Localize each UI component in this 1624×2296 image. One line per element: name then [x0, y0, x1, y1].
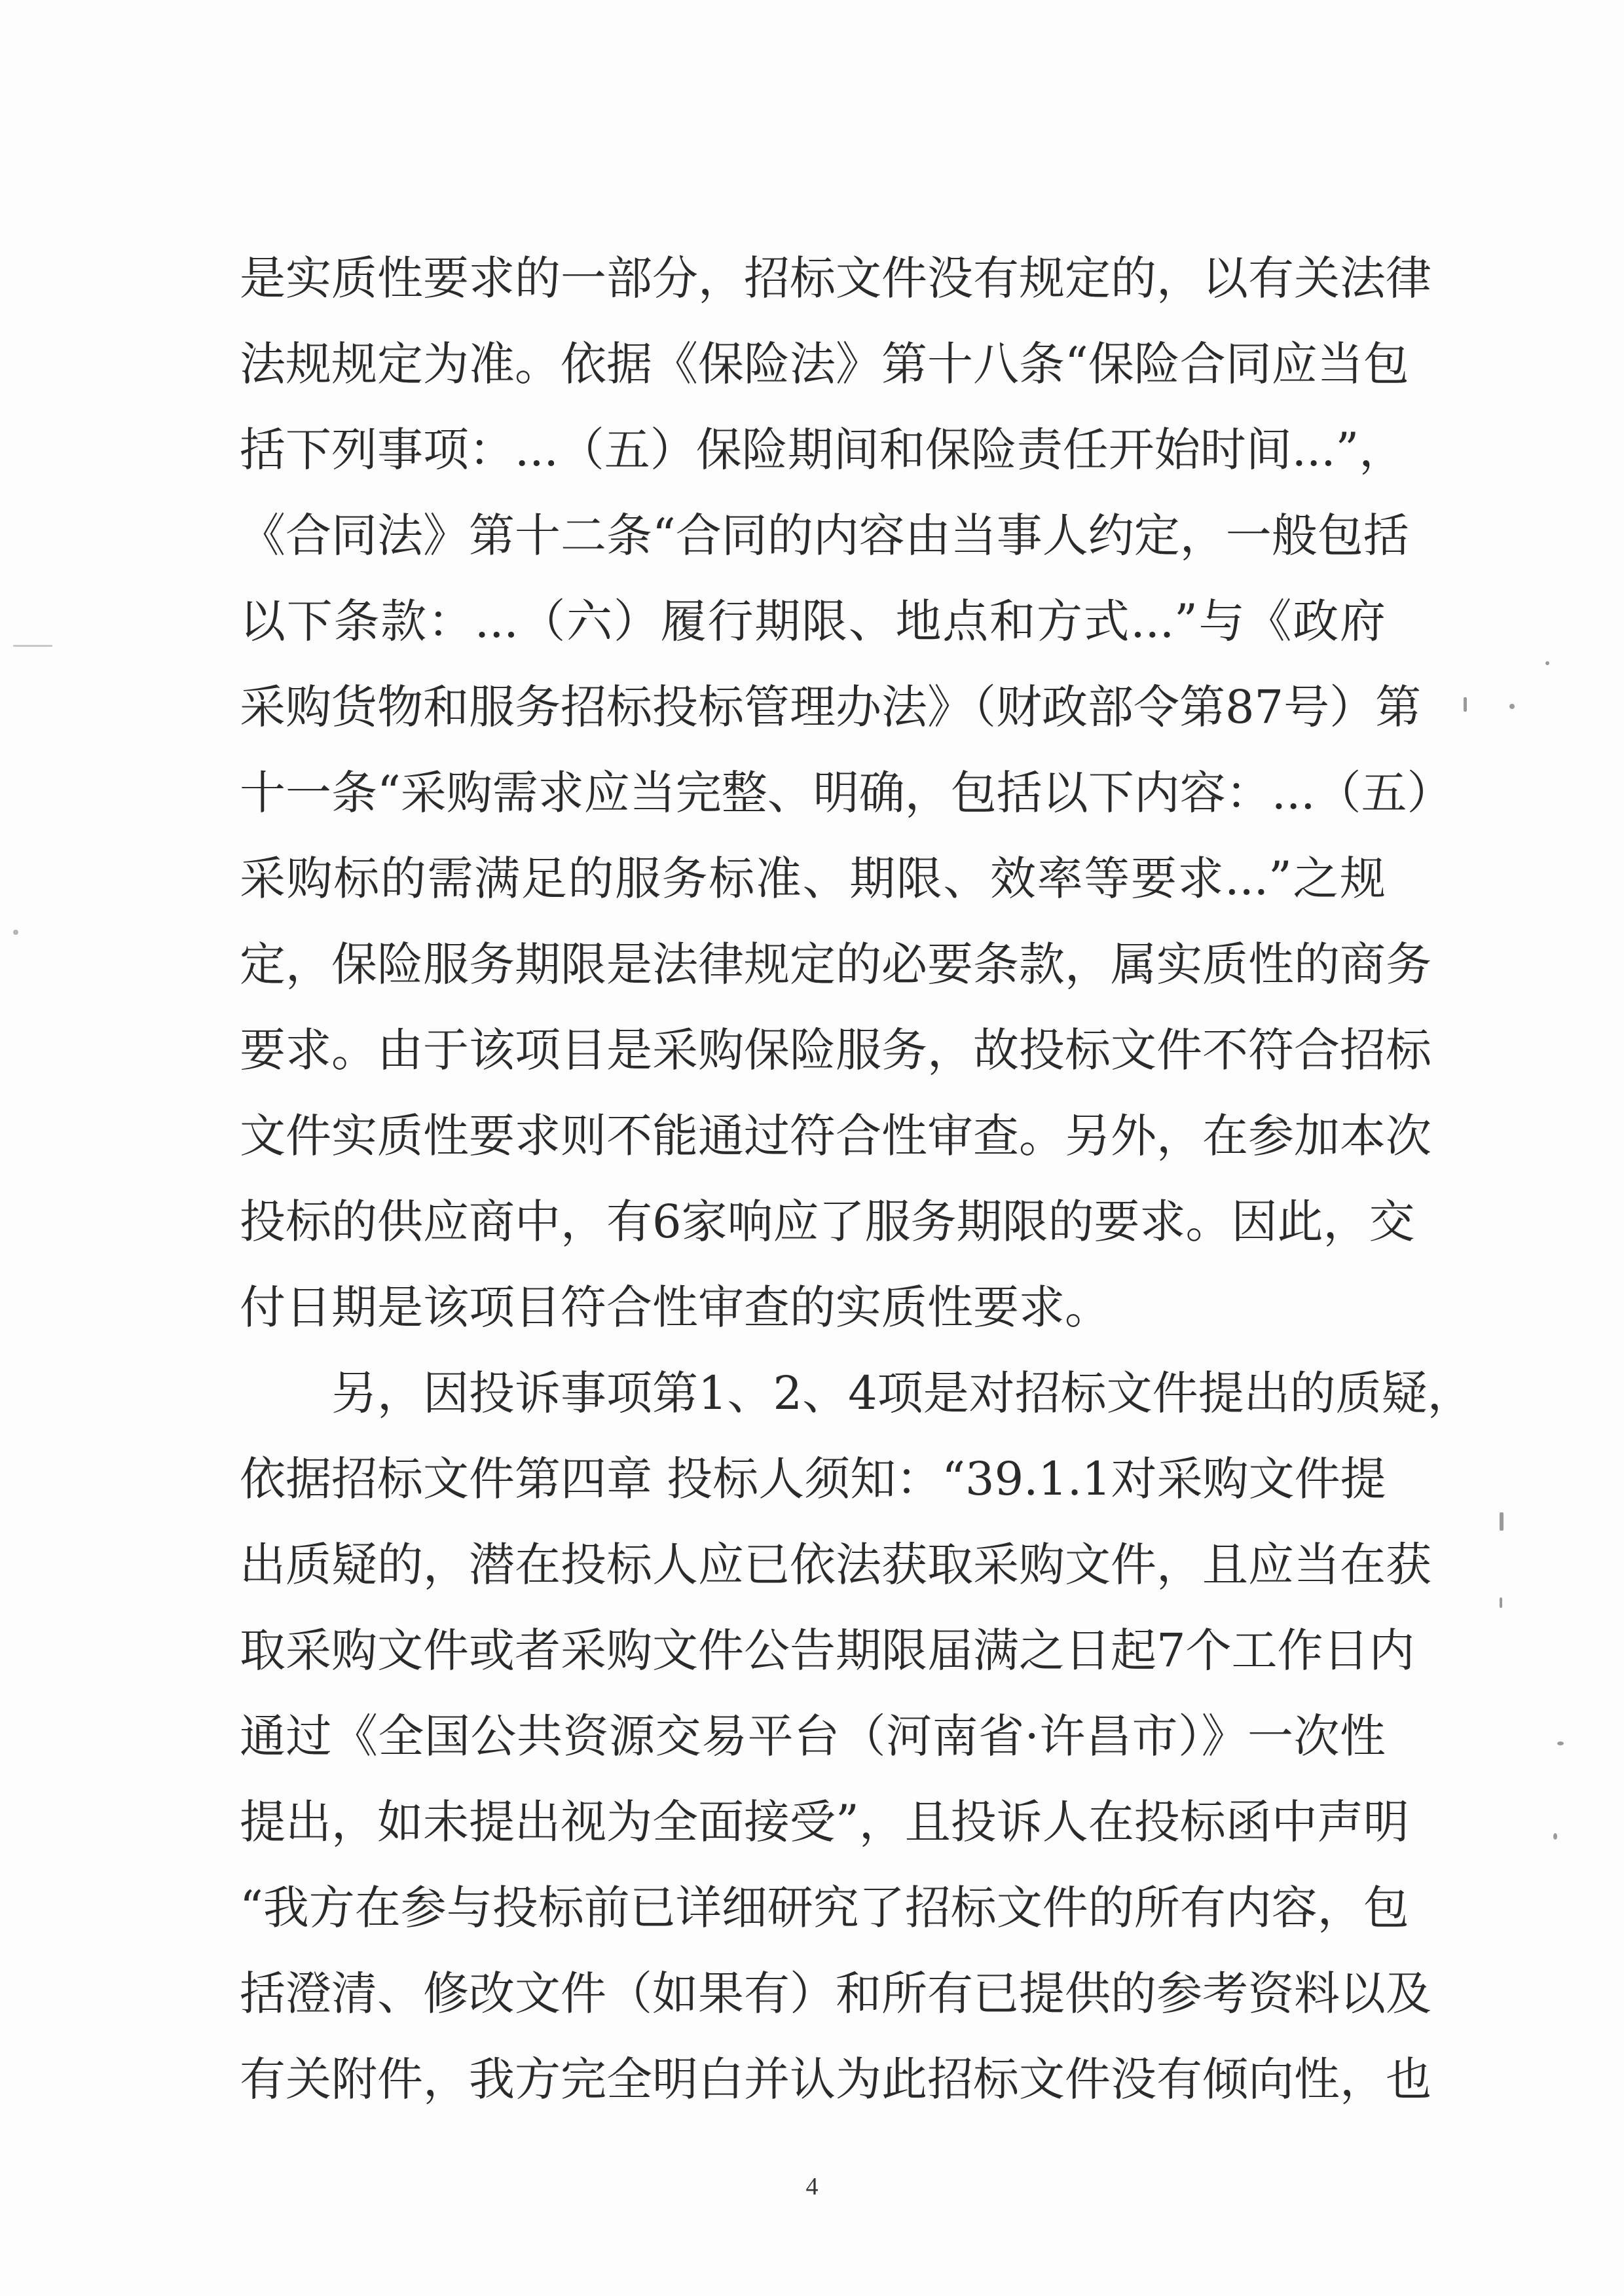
scan-speck	[1557, 1741, 1564, 1745]
text-line: 文件实质性要求则不能通过符合性审查。另外，在参加本次	[240, 1109, 1431, 1163]
body-text	[240, 236, 1473, 2123]
scan-speck	[13, 930, 18, 935]
scan-speck	[13, 645, 52, 647]
scan-speck	[1545, 661, 1549, 665]
text-line: 十一条“采购需求应当完整、明确，包括以下内容：...（五）	[240, 766, 1453, 820]
paragraph-1	[240, 236, 1453, 1351]
text-line: 付日期是该项目符合性审查的实质性要求。	[240, 1281, 1111, 1334]
scan-speck	[1464, 697, 1467, 712]
text-line: 出质疑的，潜在投标人应已依法获取采购文件，且应当在获	[240, 1538, 1431, 1592]
text-line: 采购货物和服务招标投标管理办法》（财政部令第87号）第	[240, 680, 1422, 734]
scan-speck	[1500, 1512, 1504, 1531]
text-line: 投标的供应商中，有6家响应了服务期限的要求。因此，交	[240, 1195, 1415, 1248]
text-line: 法规规定为准。依据《保险法》第十八条“保险合同应当包	[240, 337, 1409, 391]
scan-speck	[1553, 1833, 1557, 1840]
text-line: 采购标的需满足的服务标准、期限、效率等要求...”之规	[240, 852, 1386, 905]
paragraph-2	[240, 1351, 1473, 2123]
text-line: 另，因投诉事项第1、2、4项是对招标文件提出的质疑，	[331, 1366, 1473, 1420]
text-line: “我方在参与投标前已详细研究了招标文件的所有内容，包	[240, 1881, 1409, 1935]
text-line: 通过《全国公共资源交易平台（河南省·许昌市）》一次性	[240, 1709, 1386, 1763]
text-line: 以下条款：...（六）履行期限、地点和方式...”与《政府	[240, 594, 1386, 648]
text-line: 是实质性要求的一部分，招标文件没有规定的，以有关法律	[240, 251, 1431, 305]
scan-speck	[1509, 704, 1515, 709]
scan-speck	[1500, 1597, 1502, 1608]
text-line: 《合同法》第十二条“合同的内容由当事人约定，一般包括	[240, 509, 1409, 562]
text-line: 要求。由于该项目是采购保险服务，故投标文件不符合招标	[240, 1023, 1431, 1077]
text-line: 括澄清、修改文件（如果有）和所有已提供的参考资料以及	[240, 1967, 1431, 2020]
text-line: 依据招标文件第四章 投标人须知：“39.1.1对采购文件提	[240, 1452, 1386, 1506]
text-line: 括下列事项：...（五）保险期间和保险责任开始时间...”，	[240, 423, 1405, 477]
text-line: 取采购文件或者采购文件公告期限届满之日起7个工作日内	[240, 1624, 1415, 1677]
text-line: 提出，如未提出视为全面接受”，且投诉人在投标函中声明	[240, 1795, 1409, 1849]
text-line: 定，保险服务期限是法律规定的必要条款，属实质性的商务	[240, 938, 1431, 991]
text-line: 有关附件，我方完全明白并认为此招标文件没有倾向性，也	[240, 2052, 1431, 2106]
page-number: 4	[805, 2173, 819, 2200]
